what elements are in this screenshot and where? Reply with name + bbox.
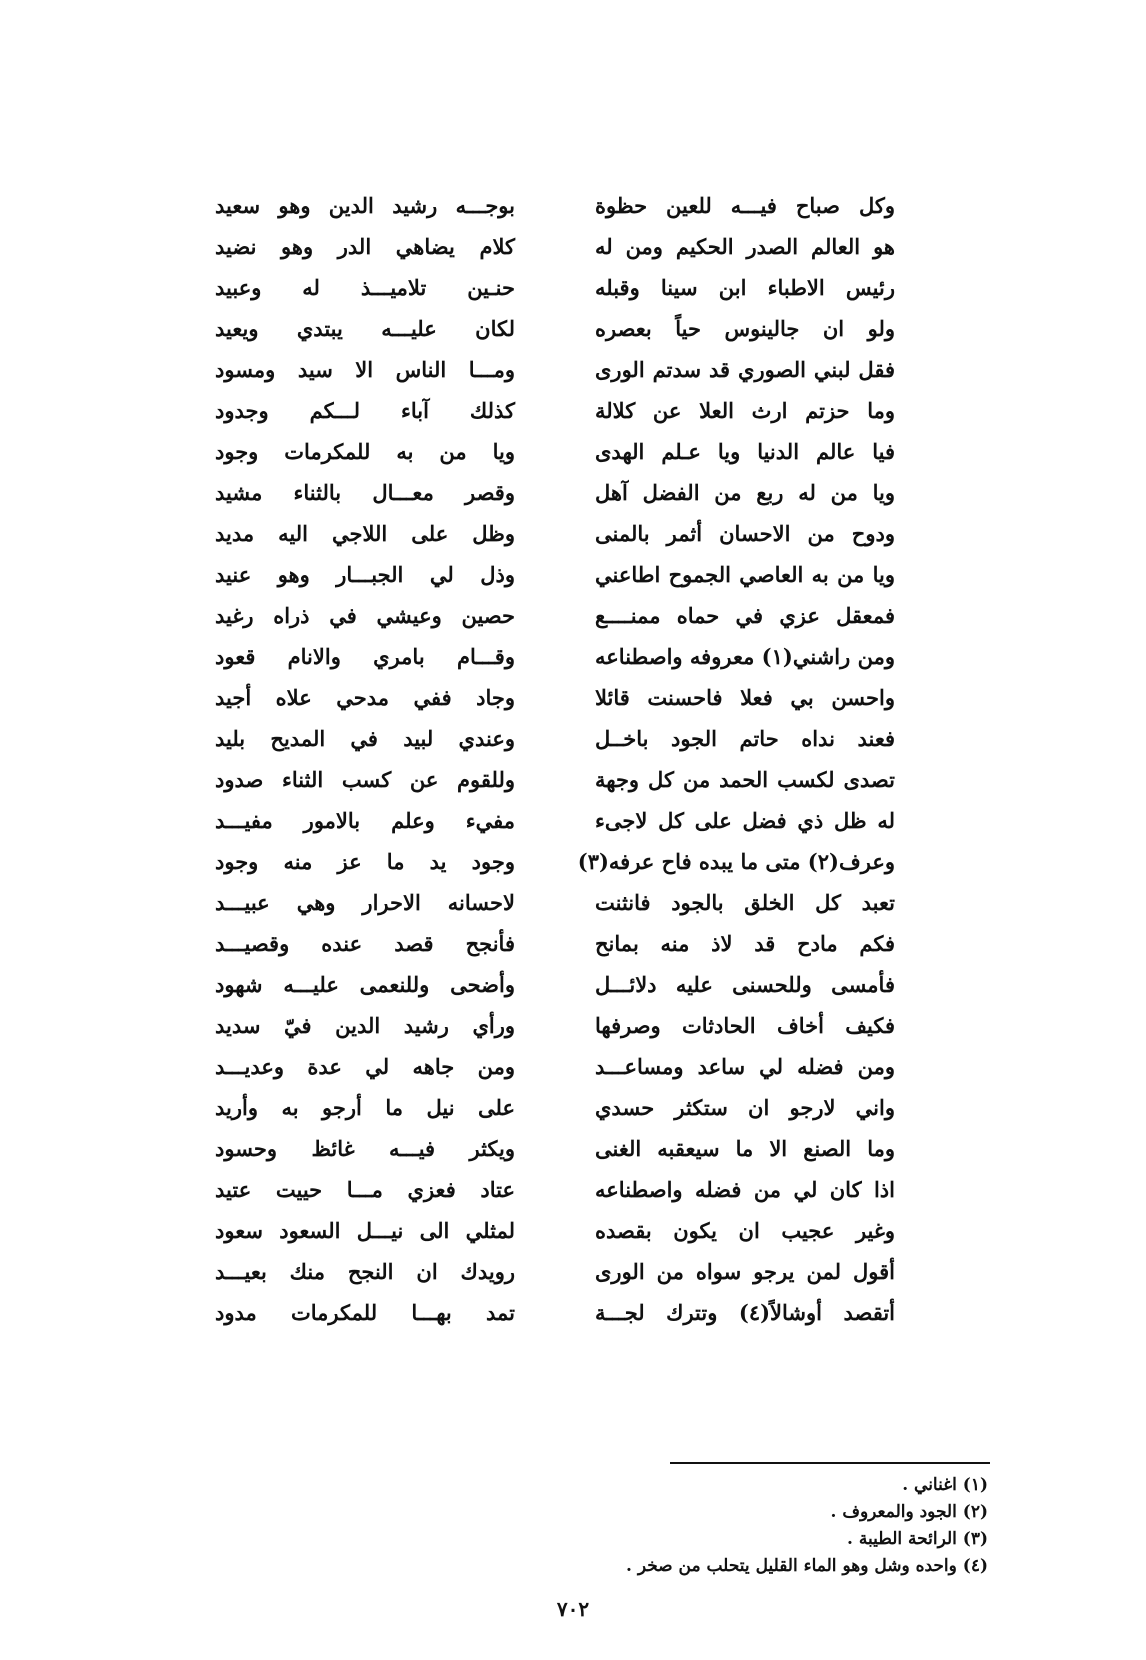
verse-line bbox=[215, 1210, 895, 1251]
hemistich-first: فعند نداه حاتم الجود باخــل bbox=[595, 726, 895, 751]
verse-line bbox=[215, 513, 895, 554]
hemistich-second: فأنجح قصد عنده وقصيـــد bbox=[215, 931, 515, 956]
hemistich-first: فأمسى وللحسنى عليه دلائـــل bbox=[595, 972, 895, 997]
hemistich-second: وجود يد ما عز منه وجود bbox=[215, 849, 515, 874]
hemistich-second: تمد بهـــا للمكرمات مدود bbox=[215, 1300, 515, 1325]
hemistich-second: حصين وعيشي في ذراه رغيد bbox=[215, 603, 515, 628]
hemistich-first: وكل صباح فيـــه للعين حظوة bbox=[595, 193, 895, 218]
hemistich-first: ويا من له ربع من الفضل آهل bbox=[595, 480, 895, 505]
verse-line bbox=[215, 226, 895, 267]
footnote-separator bbox=[670, 1462, 990, 1464]
verse-line bbox=[215, 472, 895, 513]
hemistich-first: تعبد كل الخلق بالجود فانثنت bbox=[595, 890, 895, 915]
hemistich-first: فقل لبني الصوري قد سدتم الورى bbox=[595, 357, 895, 382]
hemistich-first: اذا كان لي من فضله واصطناعه bbox=[595, 1177, 895, 1202]
hemistich-first: وما حزتم ارث العلا عن كلالة bbox=[595, 398, 895, 423]
verse-line bbox=[215, 390, 895, 431]
verse-line bbox=[215, 841, 895, 882]
hemistich-second: كذلك آباء لـــكم وجدود bbox=[215, 398, 515, 423]
hemistich-second: لكان عليـــه يبتدي ويعيد bbox=[215, 316, 515, 341]
hemistich-second: مفيء وعلم بالامور مفيـــد bbox=[215, 808, 515, 833]
hemistich-second: وقصر معـــال بالثناء مشيد bbox=[215, 480, 515, 505]
hemistich-first: وعرف(٢) متى ما يبده فاح عرفه(٣) bbox=[577, 849, 895, 874]
footnote-item: (٣) الرائحة الطيبة . bbox=[847, 1529, 988, 1549]
hemistich-second: ومـــا الناس الا سيد ومسود bbox=[215, 357, 515, 382]
hemistich-first: واحسن بي فعلا فاحسنت قائلا bbox=[595, 685, 895, 710]
hemistich-first: ومن فضله لي ساعد ومساعـــد bbox=[595, 1054, 895, 1079]
hemistich-second: لمثلي الى نيـــل السعود سعود bbox=[215, 1218, 515, 1243]
hemistich-first: أتقصد أوشالاً(٤) وتترك لجـــة bbox=[595, 1300, 896, 1325]
verse-line bbox=[215, 1046, 895, 1087]
footnote-item: (١) اغناني . bbox=[902, 1475, 988, 1495]
verse-line bbox=[215, 759, 895, 800]
hemistich-second: كلام يضاهي الدر وهو نضيد bbox=[215, 234, 515, 259]
hemistich-first: تصدى لكسب الحمد من كل وجهة bbox=[595, 767, 895, 792]
hemistich-second: على نيل ما أرجو به وأريد bbox=[215, 1095, 515, 1120]
hemistich-first: ويا من به العاصي الجموح اطاعني bbox=[595, 562, 895, 587]
hemistich-second: عتاد فعزي مـــا حييت عتيد bbox=[215, 1177, 515, 1202]
verse-line bbox=[215, 185, 895, 226]
hemistich-first: ودوح من الاحسان أثمر بالمنى bbox=[595, 521, 895, 546]
hemistich-second: وأضحى وللنعمى عليـــه شهود bbox=[215, 972, 515, 997]
verse-line bbox=[215, 1169, 895, 1210]
hemistich-second: حنـين تلاميـــذ له وعبيد bbox=[215, 275, 515, 300]
hemistich-second: ويا من به للمكرمات وجود bbox=[215, 439, 515, 464]
verse-line bbox=[215, 267, 895, 308]
hemistich-first: ومن راشني(١) معروفه واصطناعه bbox=[595, 644, 895, 669]
verse-line bbox=[215, 677, 895, 718]
hemistich-second: وجاد ففي مدحي علاه أجيد bbox=[215, 685, 515, 710]
hemistich-first: هو العالم الصدر الحكيم ومن له bbox=[595, 234, 895, 259]
hemistich-second: بوجـــه رشيد الدين وهو سعيد bbox=[215, 193, 515, 218]
page-number: ٧٠٢ bbox=[556, 1597, 590, 1621]
poem-body bbox=[215, 185, 895, 1333]
hemistich-first: رئيس الاطباء ابن سينا وقبله bbox=[595, 275, 895, 300]
hemistich-first: ولو ان جالينوس حياً بعصره bbox=[595, 316, 895, 341]
hemistich-first: وما الصنع الا ما سيعقبه الغنى bbox=[595, 1136, 895, 1161]
verse-line bbox=[215, 554, 895, 595]
footnotes bbox=[388, 1472, 988, 1580]
hemistich-first: واني لارجو ان ستكثر حسدي bbox=[595, 1095, 895, 1120]
verse-line bbox=[215, 595, 895, 636]
hemistich-second: رويدك ان النجح منك بعيـــد bbox=[215, 1259, 515, 1284]
verse-line bbox=[215, 800, 895, 841]
hemistich-second: وللقوم عن كسب الثناء صدود bbox=[215, 767, 515, 792]
verse-line bbox=[215, 308, 895, 349]
hemistich-second: وظل على اللاجي اليه مديد bbox=[215, 521, 515, 546]
verse-line bbox=[215, 1251, 895, 1292]
verse-line bbox=[215, 1292, 895, 1333]
hemistich-second: وقـــام بامري والانام قعود bbox=[215, 644, 515, 669]
hemistich-first: فكم مادح قد لاذ منه بمانح bbox=[595, 931, 895, 956]
hemistich-second: ومن جاهه لي عدة وعديـــد bbox=[215, 1054, 515, 1079]
hemistich-first: له ظل ذي فضل على كل لاجىء bbox=[595, 808, 895, 833]
hemistich-first: أقول لمن يرجو سواه من الورى bbox=[595, 1259, 895, 1284]
verse-line bbox=[215, 431, 895, 472]
hemistich-second: ورأي رشيد الدين فيّ سديد bbox=[215, 1013, 515, 1038]
footnote-item: (٤) واحده وشل وهو الماء القليل يتحلب من صخر . bbox=[625, 1556, 988, 1576]
hemistich-second: وعندي لبيد في المديح بليد bbox=[215, 726, 515, 751]
hemistich-first: فيا عالم الدنيا ويا عـلم الهدى bbox=[595, 439, 895, 464]
verse-line bbox=[215, 923, 895, 964]
verse-line bbox=[215, 349, 895, 390]
hemistich-second: ويكثر فيـــه غائظ وحسود bbox=[215, 1136, 515, 1161]
verse-line bbox=[215, 1128, 895, 1169]
hemistich-second: وذل لي الجبـــار وهو عنيد bbox=[215, 562, 515, 587]
verse-line bbox=[215, 882, 895, 923]
footnote-item: (٢) الجود والمعروف . bbox=[830, 1502, 988, 1522]
verse-line bbox=[215, 1087, 895, 1128]
hemistich-first: وغير عجيب ان يكون بقصده bbox=[595, 1218, 895, 1243]
verse-line bbox=[215, 718, 895, 759]
hemistich-first: فكيف أخاف الحادثات وصرفها bbox=[595, 1013, 895, 1038]
hemistich-second: لاحسانه الاحرار وهي عبيـــد bbox=[215, 890, 515, 915]
hemistich-first: فمعقل عزي في حماه ممنــــع bbox=[595, 603, 895, 628]
verse-line bbox=[215, 1005, 895, 1046]
verse-line bbox=[215, 964, 895, 1005]
verse-line bbox=[215, 636, 895, 677]
